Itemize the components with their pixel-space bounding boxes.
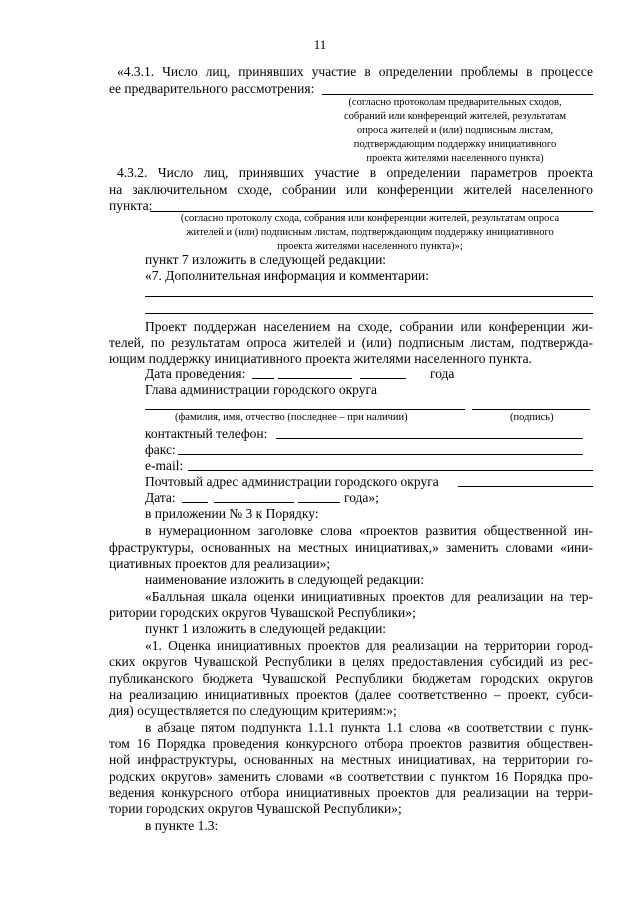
- fax-label: факс:: [145, 442, 176, 457]
- paragraph-431-line-1: «4.3.1. Число лиц, принявших участие в определении проблемы в процессе: [117, 64, 593, 79]
- date-year-blank: [360, 378, 406, 379]
- post-address-label: Почтовый адрес администрации городского округа: [145, 474, 439, 489]
- phone-label: контактный телефон:: [145, 426, 268, 441]
- appendix-p6-line-1: в абзаце пятом подпункта 1.1.1 пункта 1.1 слова «в соответствии с пунк-: [145, 720, 593, 735]
- support-line-2: телей, по результатам опроса жителей и (или) подписным листам, подтвержда-: [109, 335, 593, 350]
- comment-line-1: [145, 296, 593, 297]
- note-431-line-2: собраний или конференций жителей, результатам: [343, 111, 567, 122]
- date-month-blank: [278, 378, 352, 379]
- appendix-p6-line-4: родских округов» заменить словами «в соответствии с пунктом 16 Порядка про-: [109, 769, 593, 784]
- appendix-p5-line-5: дия) осуществляется по следующим критериям:»;: [109, 703, 397, 718]
- appendix-p7: в пункте 1.3:: [145, 818, 219, 833]
- appendix-p5-line-2: ских округов Чувашской Республики в целях предоставления субсидий из рес-: [109, 654, 593, 669]
- date-year-label: года: [430, 366, 455, 381]
- paragraph-432-line-3: пункта:: [109, 198, 153, 213]
- date2-month-blank: [214, 502, 294, 503]
- paragraph-432-line-2: на заключительном сходе, собрании или конференции жителей населенного: [109, 182, 593, 197]
- note-431-line-4: подтверждающим поддержку инициативного: [353, 139, 557, 150]
- note-432-line-3: проекта жителями населенного пункта)»;: [277, 241, 463, 252]
- email-blank: [188, 470, 593, 471]
- appendix-p2: наименование изложить в следующей редакции:: [145, 572, 425, 587]
- date-day-blank: [252, 378, 274, 379]
- appendix-intro: в приложении № 3 к Порядку:: [145, 506, 319, 521]
- appendix-p1-line-1: в нумерационном заголовке слова «проектов развития общественной ин-: [145, 523, 593, 538]
- appendix-p5-line-1: «1. Оценка инициативных проектов для реализации на территории город-: [145, 638, 593, 653]
- support-line-3: ющим поддержку инициативного проекта жителями населенного пункта.: [109, 351, 532, 366]
- appendix-p1-line-2: фраструктуры, основанных на местных инициативах,» заменить словами «ини-: [109, 540, 593, 555]
- comment-line-2: [145, 313, 593, 314]
- appendix-p5-line-4: на реализацию инициативных проектов (далее соответственно – проект, субси-: [109, 687, 593, 702]
- head-label: Глава администрации городского округа: [145, 382, 378, 397]
- date2-year-blank: [298, 502, 340, 503]
- note-431-line-5: проекта жителями населенного пункта): [366, 153, 544, 164]
- fio-blank: [145, 409, 465, 410]
- point-7-heading: «7. Дополнительная информация и комментарии:: [145, 268, 430, 283]
- paragraph-431-line-2: ее предварительного рассмотрения:: [109, 81, 315, 96]
- appendix-p3-line-2: ритории городских округов Чувашской Республики»;: [109, 605, 416, 620]
- appendix-p5-line-3: публиканского бюджета Чувашской Республики бюджетам городских округов: [109, 671, 593, 686]
- appendix-p6-line-5: ведения конкурсного отбора инициативных проектов для реализации на терри-: [109, 785, 593, 800]
- date2-day-blank: [182, 502, 208, 503]
- note-431-line-1: (согласно протоколам предварительных сходов,: [348, 97, 562, 108]
- fio-caption: (фамилия, имя, отчество (последнее – при наличии): [175, 412, 408, 423]
- appendix-p6-line-6: тории городских округов Чувашской Республики»;: [109, 801, 402, 816]
- post-address-blank: [458, 486, 593, 487]
- signature-caption: (подпись): [510, 412, 554, 423]
- paragraph-432-line-1: 4.3.2. Число лиц, принявших участие в определении параметров проекта: [117, 165, 593, 180]
- appendix-p3-line-1: «Балльная шкала оценки инициативных проектов для реализации на тер-: [145, 589, 593, 604]
- note-432-line-1: (согласно протоколу схода, собрания или конференции жителей, результатам опроса: [180, 213, 560, 224]
- support-line-1: Проект поддержан населением на сходе, собрании или конференции жи-: [145, 319, 593, 334]
- appendix-p1-line-3: циативных проектов для реализации»;: [109, 556, 331, 571]
- signature-blank: [472, 409, 590, 410]
- email-label: e-mail:: [145, 458, 184, 473]
- page-number: 11: [313, 37, 327, 52]
- date2-label: Дата:: [145, 490, 176, 505]
- appendix-p4: пункт 1 изложить в следующей редакции:: [145, 621, 387, 636]
- fax-blank: [178, 454, 583, 455]
- appendix-p6-line-3: ной инфраструктуры, основанных на местных инициативах, на территории го-: [109, 752, 593, 767]
- point-7-intro: пункт 7 изложить в следующей редакции:: [145, 252, 387, 267]
- note-431-line-3: опроса жителей и (или) подписным листам,: [356, 125, 554, 136]
- appendix-p6-line-2: том 16 Порядка проведения конкурсного отбора проектов развития обществен-: [109, 736, 593, 751]
- date2-year-label: года»;: [344, 490, 379, 505]
- phone-blank: [276, 438, 583, 439]
- fill-line-431: [322, 94, 593, 95]
- note-432-line-2: жителей и (или) подписным листам, подтверждающим поддержку инициативного: [186, 227, 554, 238]
- date-label: Дата проведения:: [145, 366, 246, 381]
